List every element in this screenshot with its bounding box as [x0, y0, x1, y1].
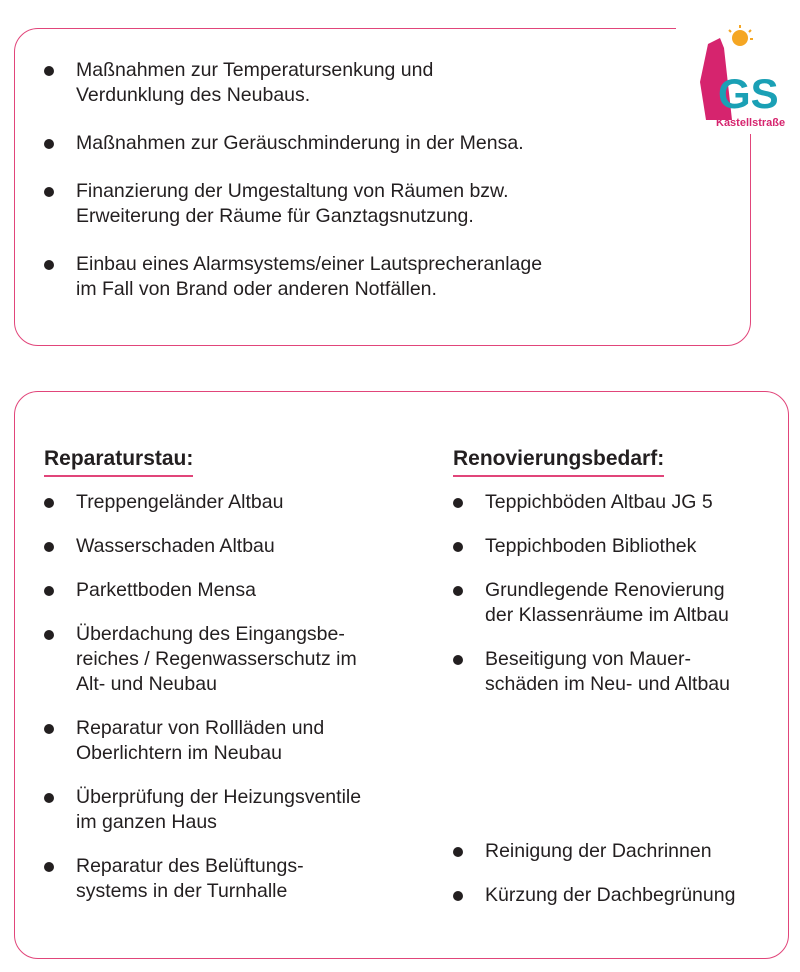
list-item: Wasserschaden Altbau — [44, 534, 404, 559]
bullet-icon — [44, 630, 54, 640]
bullet-icon — [44, 139, 54, 149]
bullet-icon — [453, 542, 463, 552]
list-item: Parkettboden Mensa — [44, 578, 404, 603]
logo-caption: Kastellstraße — [716, 117, 786, 129]
renovation-list — [453, 490, 773, 716]
repair-list — [44, 490, 404, 923]
list-item: Reparatur von Rollläden und Oberlichtern im Neubau — [44, 716, 404, 766]
school-logo — [680, 22, 790, 132]
list-item: Treppengeländer Altbau — [44, 490, 404, 515]
bullet-icon — [453, 847, 463, 857]
renovation-list-lower — [453, 839, 773, 927]
bullet-icon — [453, 586, 463, 596]
bullet-icon — [44, 66, 54, 76]
list-item: Grundlegende Renovierung der Klassenräume im Altbau — [453, 578, 773, 628]
bullet-icon — [453, 498, 463, 508]
logo-letters: GS — [718, 70, 779, 117]
list-item: Finanzierung der Umgestaltung von Räumen bzw. Erweiterung der Räume für Ganztagsnutzung. — [44, 179, 664, 229]
bullet-icon — [44, 586, 54, 596]
bullet-icon — [44, 793, 54, 803]
list-item: Überprüfung der Heizungsventile im ganzen Haus — [44, 785, 404, 835]
list-item: Teppichböden Altbau JG 5 — [453, 490, 773, 515]
bullet-icon — [453, 655, 463, 665]
bullet-icon — [44, 260, 54, 270]
list-item: Beseitigung von Mauer- schäden im Neu- und Altbau — [453, 647, 773, 697]
bullet-icon — [44, 862, 54, 872]
top-measures-list — [44, 58, 664, 325]
bullet-icon — [44, 498, 54, 508]
repair-heading: Reparaturstau: — [44, 446, 193, 477]
list-item: Teppichboden Bibliothek — [453, 534, 773, 559]
bullet-icon — [44, 187, 54, 197]
logo-sun-icon — [732, 30, 748, 46]
list-item: Reinigung der Dachrinnen — [453, 839, 773, 864]
bullet-icon — [453, 891, 463, 901]
renovation-heading: Renovierungsbedarf: — [453, 446, 664, 477]
bullet-icon — [44, 542, 54, 552]
list-item: Maßnahmen zur Temperatursenkung und Verdunklung des Neubaus. — [44, 58, 664, 108]
bullet-icon — [44, 724, 54, 734]
list-item: Maßnahmen zur Geräuschminderung in der Mensa. — [44, 131, 664, 156]
list-item: Reparatur des Belüftungs- systems in der Turnhalle — [44, 854, 404, 904]
list-item: Einbau eines Alarmsystems/einer Lautsprecheranlage im Fall von Brand oder anderen Notfällen. — [44, 252, 664, 302]
list-item: Überdachung des Eingangsbe- reiches / Regenwasserschutz im Alt- und Neubau — [44, 622, 404, 697]
list-item: Kürzung der Dachbegrünung — [453, 883, 773, 908]
